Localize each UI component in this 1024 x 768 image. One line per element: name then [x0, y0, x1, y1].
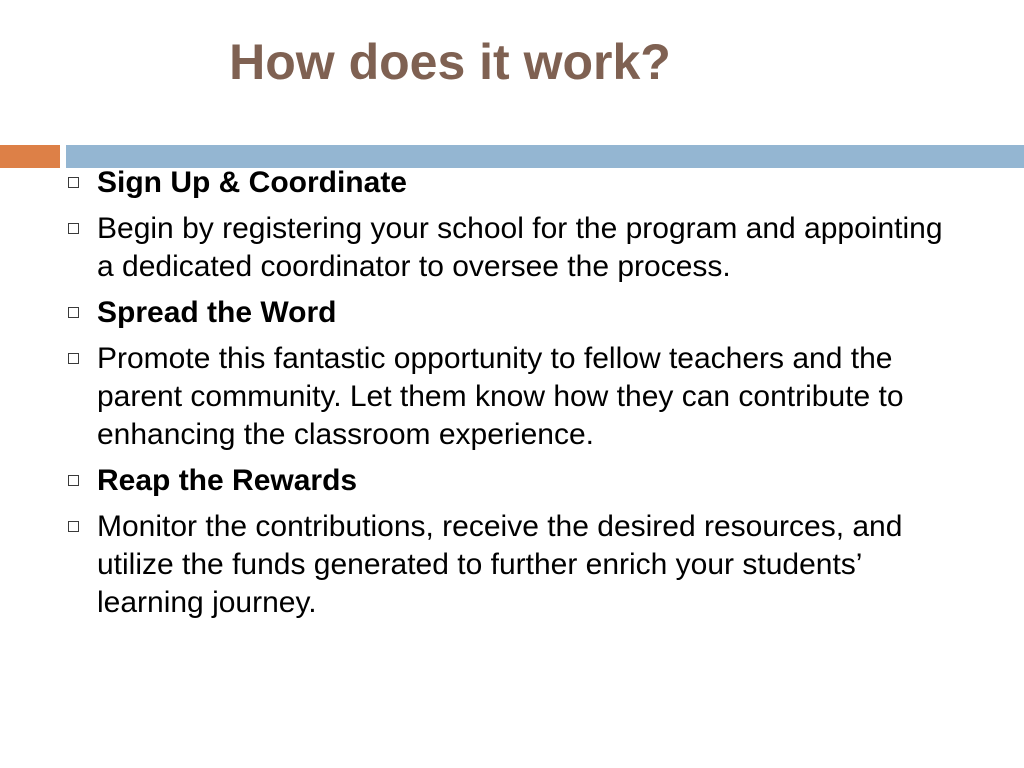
accent-bar-orange — [0, 145, 60, 168]
square-bullet-icon — [68, 353, 79, 364]
square-bullet-icon — [68, 177, 79, 188]
list-item — [60, 210, 965, 286]
list-item — [60, 462, 965, 500]
list-item — [60, 340, 965, 454]
bullet-text: Begin by registering your school for the program and appointing a dedicated coordinator to oversee the process. — [97, 212, 943, 283]
list-item — [60, 508, 965, 622]
square-bullet-icon — [68, 475, 79, 486]
bullet-text: Spread the Word — [97, 296, 337, 329]
bullet-text: Sign Up & Coordinate — [97, 166, 407, 199]
bullet-list — [60, 156, 965, 622]
square-bullet-icon — [68, 307, 79, 318]
slide-title: How does it work? — [229, 34, 671, 90]
list-item — [60, 164, 965, 202]
square-bullet-icon — [68, 521, 79, 532]
square-bullet-icon — [68, 223, 79, 234]
bullet-text: Promote this fantastic opportunity to fellow teachers and the parent community. Let them know how they can contribute to enhancing the classroom experience. — [97, 342, 904, 451]
list-item — [60, 294, 965, 332]
bullet-text: Reap the Rewards — [97, 464, 358, 497]
bullet-text: Monitor the contributions, receive the desired resources, and utilize the funds generated to further enrich your students’ learning journey. — [97, 510, 903, 619]
